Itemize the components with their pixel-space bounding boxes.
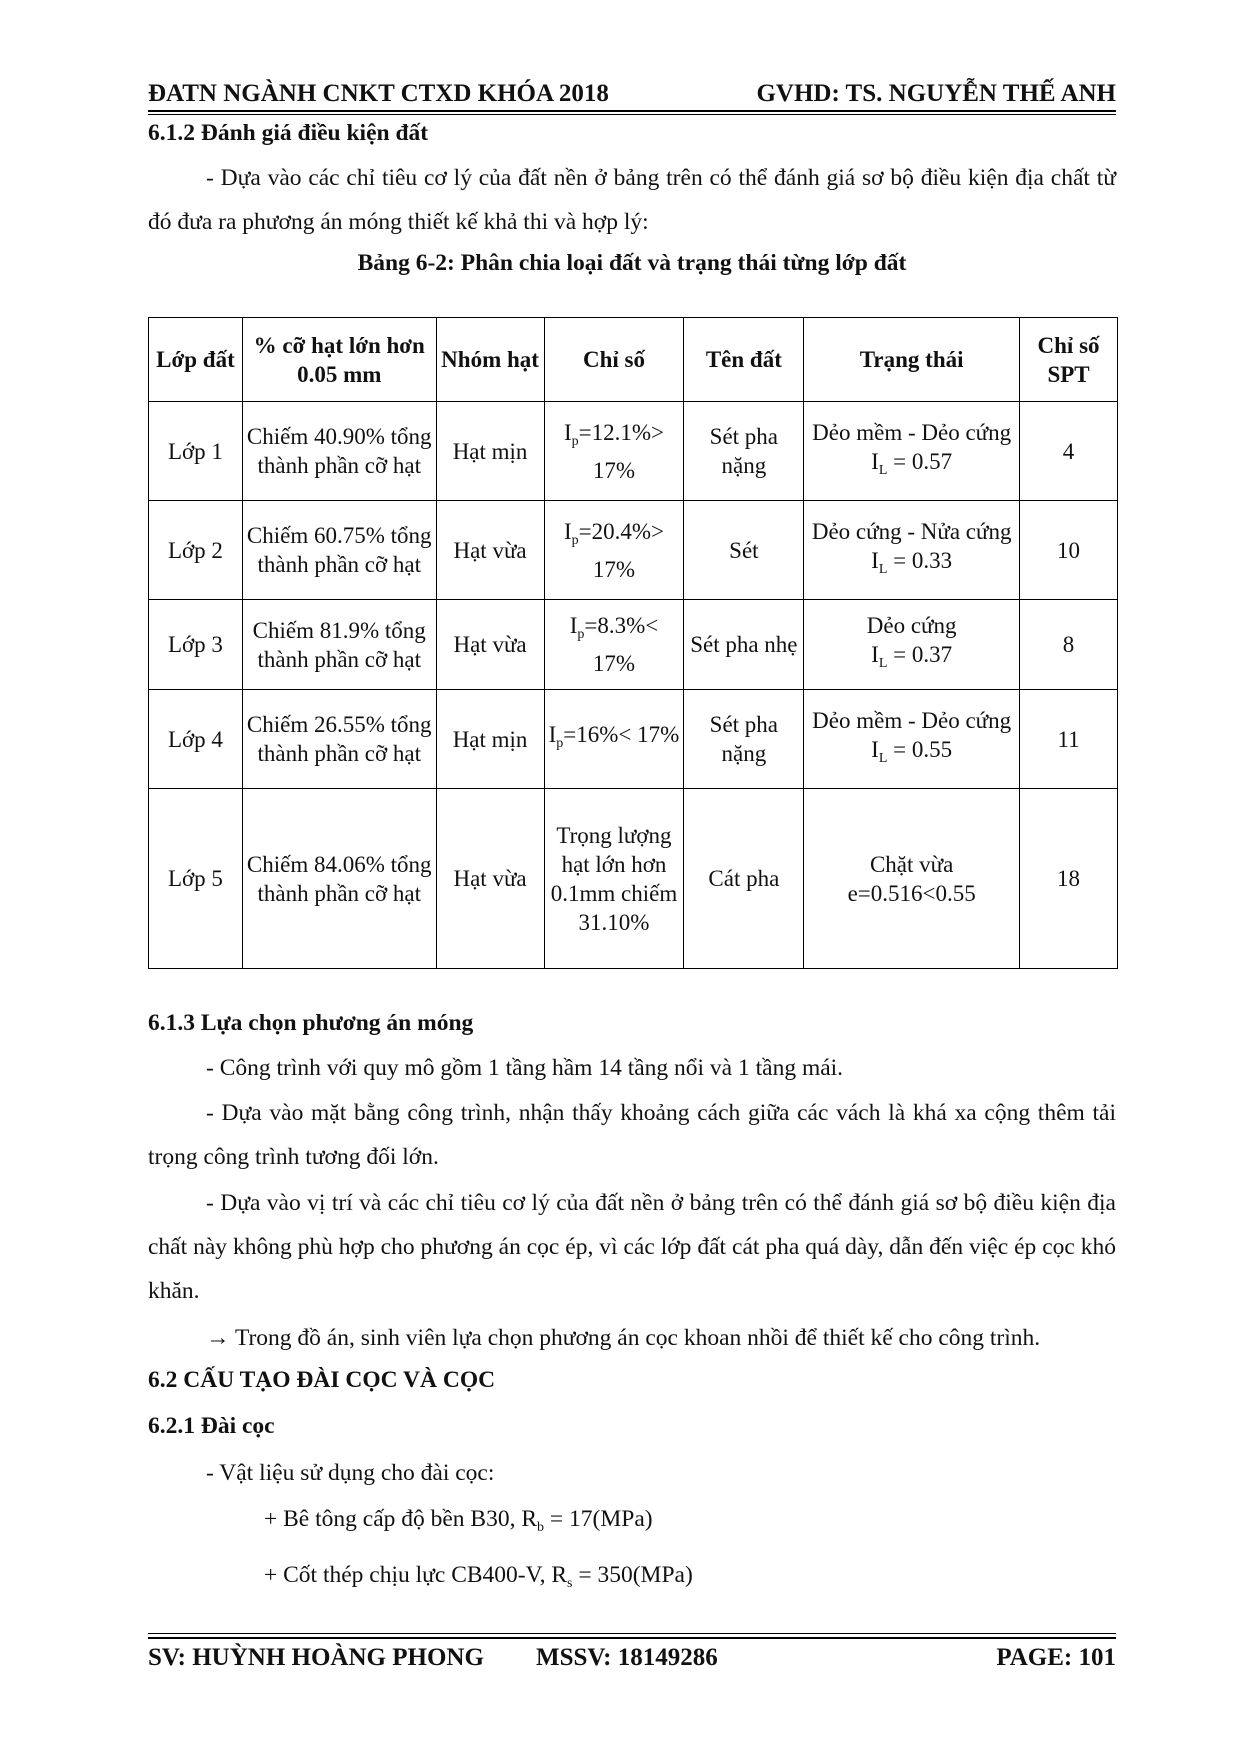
- cell-layer: Lớp 3: [149, 600, 243, 690]
- cell-name: Sét pha nặng: [684, 690, 804, 789]
- section-6-1-3-paragraph-1: - Công trình với quy mô gồm 1 tầng hầm 14 tầng nổi và 1 tầng mái.: [206, 1055, 844, 1081]
- footer-page-number: PAGE: 101: [996, 1644, 1116, 1671]
- footer-student-id: MSSV: 18149286: [536, 1644, 718, 1671]
- cell-percent: Chiếm 81.9% tổng thành phần cỡ hạt: [242, 600, 436, 690]
- footer-rule-thin: [148, 1633, 1116, 1634]
- cell-percent: Chiếm 60.75% tổng thành phần cỡ hạt: [242, 501, 436, 600]
- col-header-layer: Lớp đất: [149, 318, 243, 402]
- soil-classification-table: [148, 317, 1118, 969]
- cell-state: Chặt vừa e=0.516<0.55: [804, 789, 1020, 969]
- table-row: [149, 501, 1118, 600]
- col-header-name: Tên đất: [684, 318, 804, 402]
- cell-group: Hạt vừa: [436, 789, 544, 969]
- table-row: [149, 402, 1118, 501]
- cell-layer: Lớp 5: [149, 789, 243, 969]
- page-footer: [148, 1640, 1116, 1676]
- footer-rule: [148, 1637, 1116, 1639]
- cell-index: $I_p=20.4\%> 17\%$: [544, 501, 684, 600]
- cell-name: Sét pha nhẹ: [684, 600, 804, 690]
- col-header-spt: Chỉ số SPT: [1020, 318, 1118, 402]
- cell-percent: Chiếm 40.90% tổng thành phần cỡ hạt: [242, 402, 436, 501]
- section-6-1-3-title: 6.1.3 Lựa chọn phương án móng: [148, 1010, 474, 1036]
- footer-student: SV: HUỲNH HOÀNG PHONG: [148, 1644, 484, 1671]
- table-row: [149, 690, 1118, 789]
- header-rule-thin: [148, 114, 1116, 115]
- cell-layer: Lớp 1: [149, 402, 243, 501]
- header-rule: [148, 110, 1116, 112]
- cell-group: Hạt mịn: [436, 690, 544, 789]
- cell-percent: Chiếm 84.06% tổng thành phần cỡ hạt: [242, 789, 436, 969]
- cell-state: Dẻo cứng - Nửa cứng $I_L = 0.33$: [804, 501, 1020, 600]
- cell-state: Dẻo cứng $I_L = 0.37$: [804, 600, 1020, 690]
- section-6-2-title: 6.2 CẤU TẠO ĐÀI CỌC VÀ CỌC: [148, 1367, 496, 1393]
- cell-spt: 4: [1020, 402, 1118, 501]
- col-header-state: Trạng thái: [804, 318, 1020, 402]
- table-header-row: [149, 318, 1118, 402]
- section-6-2-1-paragraph: - Vật liệu sử dụng cho đài cọc:: [206, 1460, 495, 1486]
- section-6-1-2-paragraph: - Dựa vào các chỉ tiêu cơ lý của đất nền ở bảng trên có thể đánh giá sơ bộ điều kiện địa chất từ đó đưa ra phương án móng thiết kế khả thi và hợp lý:: [148, 165, 1116, 235]
- cell-group: Hạt vừa: [436, 600, 544, 690]
- steel-spec: + Cốt thép chịu lực CB400-V, $R_s = 350(MPa)$: [264, 1562, 693, 1591]
- header-right: GVHD: TS. NGUYỄN THẾ ANH: [756, 80, 1116, 107]
- section-6-1-3-paragraph-2: - Dựa vào mặt bằng công trình, nhận thấy khoảng cách giữa các vách là khá xa cộng thêm tải trọng công trình tương đối lớn.: [148, 1100, 1116, 1170]
- section-6-1-3-paragraph-3: - Dựa vào vị trí và các chỉ tiêu cơ lý của đất nền ở bảng trên có thể đánh giá sơ bộ điều kiện địa chất này không phù hợp cho phương án cọc ép, vì các lớp đất cát pha quá dày, dẫn đến việc ép cọc khó khăn.: [148, 1190, 1116, 1304]
- cell-index: $I_p=8.3\%< 17\%$: [544, 600, 684, 690]
- page-header: [148, 74, 1116, 108]
- table-caption: Bảng 6-2: Phân chia loại đất và trạng thái từng lớp đất: [357, 250, 907, 276]
- cell-index: $I_p=12.1\%> 17\%$: [544, 402, 684, 501]
- cell-spt: 10: [1020, 501, 1118, 600]
- cell-name: Sét pha nặng: [684, 402, 804, 501]
- section-6-1-3-conclusion: → Trong đồ án, sinh viên lựa chọn phương án cọc khoan nhồi để thiết kế cho công trình.: [206, 1325, 1041, 1351]
- cell-name: Sét: [684, 501, 804, 600]
- cell-group: Hạt vừa: [436, 501, 544, 600]
- col-header-percent: % cỡ hạt lớn hơn 0.05 mm: [242, 318, 436, 402]
- cell-state: Dẻo mềm - Dẻo cứng $I_L = 0.55$: [804, 690, 1020, 789]
- cell-index: $I_p=16\%< 17\%$: [544, 690, 684, 789]
- cell-state: Dẻo mềm - Dẻo cứng $I_L = 0.57$: [804, 402, 1020, 501]
- header-left: ĐATN NGÀNH CNKT CTXD KHÓA 2018: [148, 80, 609, 107]
- cell-spt: 11: [1020, 690, 1118, 789]
- cell-name: Cát pha: [684, 789, 804, 969]
- concrete-spec: + Bê tông cấp độ bền B30, $R_b = 17(MPa)$: [264, 1506, 653, 1535]
- section-6-1-2-title: 6.1.2 Đánh giá điều kiện đất: [148, 120, 429, 146]
- section-6-2-1-title: 6.2.1 Đài cọc: [148, 1413, 275, 1439]
- table-row: [149, 789, 1118, 969]
- table-row: [149, 600, 1118, 690]
- cell-layer: Lớp 4: [149, 690, 243, 789]
- cell-index: Trọng lượng hạt lớn hơn 0.1mm chiếm 31.10%: [544, 789, 684, 969]
- col-header-group: Nhóm hạt: [436, 318, 544, 402]
- cell-percent: Chiếm 26.55% tổng thành phần cỡ hạt: [242, 690, 436, 789]
- cell-layer: Lớp 2: [149, 501, 243, 600]
- cell-group: Hạt mịn: [436, 402, 544, 501]
- col-header-index: Chỉ số: [544, 318, 684, 402]
- cell-spt: 8: [1020, 600, 1118, 690]
- cell-spt: 18: [1020, 789, 1118, 969]
